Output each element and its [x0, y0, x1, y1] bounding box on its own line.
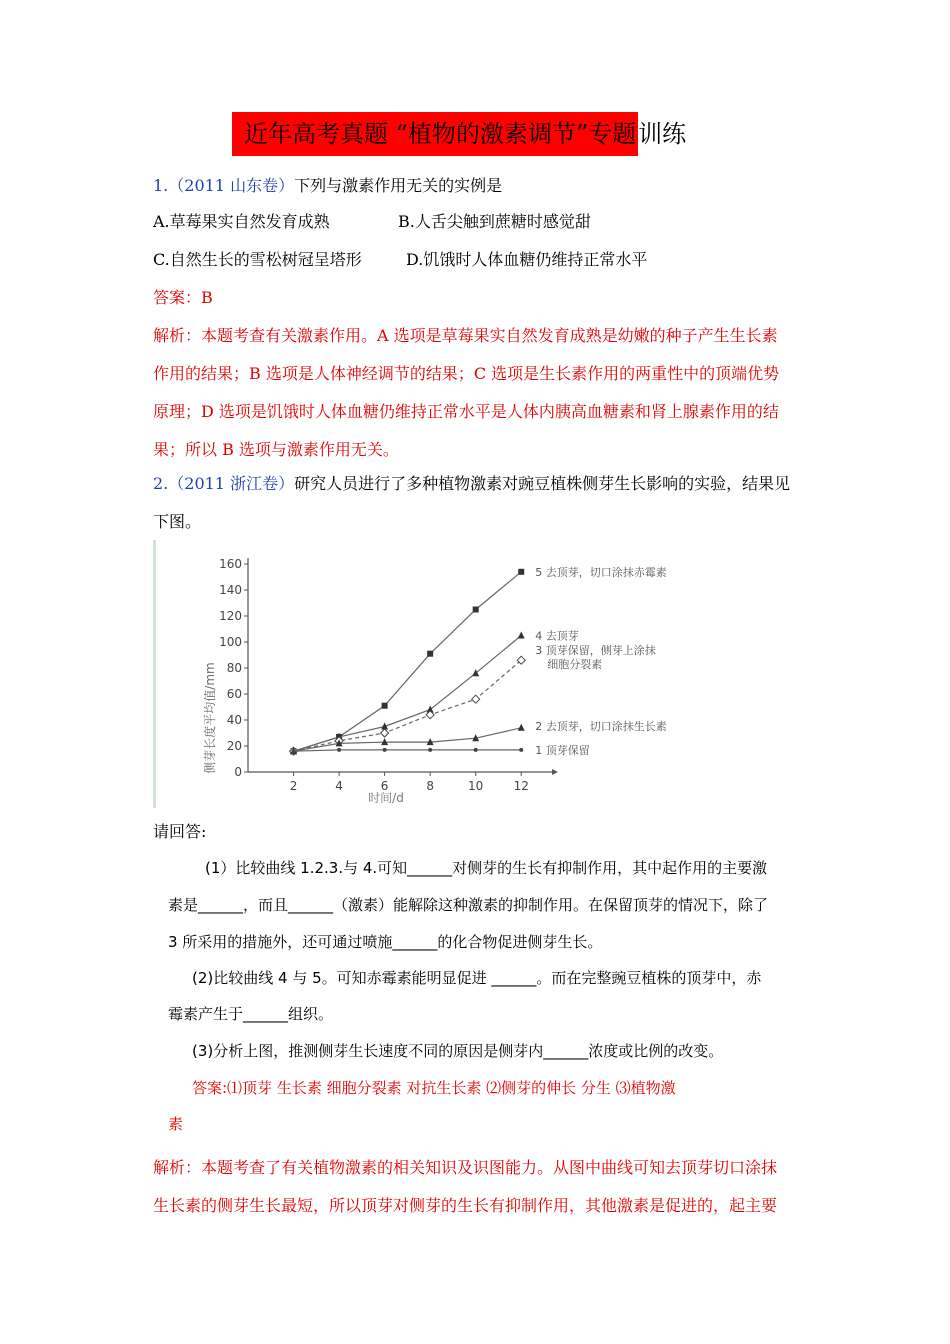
q2-part-line: (1）比较曲线 1.2.3.与 4.可知______对侧芽的生长有抑制作用，其中起作用的主要激: [205, 859, 768, 877]
q1-option-a: A.草莓果实自然发育成熟: [153, 212, 330, 231]
q2-number: 2.: [153, 474, 169, 493]
y-tick-label: 160: [219, 557, 242, 571]
data-point: [474, 748, 478, 752]
data-point: [518, 632, 525, 639]
y-tick-label: 140: [219, 583, 242, 597]
data-point: [518, 724, 525, 731]
q2-part-line: 3 所采用的措施外，还可通过喷施______的化合物促进侧芽生长。: [168, 933, 603, 951]
page-title: [232, 112, 686, 156]
data-point: [518, 569, 524, 575]
q1-analysis-line: 作用的结果；B 选项是人体神经调节的结果；C 选项是生长素作用的两重性中的顶端优势: [153, 364, 780, 383]
q2-analysis-line: 解析：本题考查了有关植物激素的相关知识及识图能力。从图中曲线可知去顶芽切口涂抹: [153, 1158, 778, 1177]
y-tick-label: 120: [219, 609, 242, 623]
x-axis-arrow: [552, 769, 558, 775]
data-point: [428, 748, 432, 752]
data-point: [427, 651, 433, 657]
series-line: [294, 728, 522, 751]
q1-analysis-line: 果；所以 B 选项与激素作用无关。: [153, 440, 399, 459]
chart-figure: [153, 540, 722, 808]
data-point: [292, 749, 296, 753]
line-chart: [156, 540, 722, 808]
data-point: [473, 607, 479, 613]
x-tick-label: 8: [426, 779, 434, 793]
q1-analysis-line: 解析：本题考查有关激素作用。A 选项是草莓果实自然发育成熟是幼嫩的种子产生生长素: [153, 326, 778, 345]
data-point: [383, 748, 387, 752]
q1-option-d: D.饥饿时人体血糖仍维持正常水平: [406, 250, 648, 269]
x-tick-label: 6: [380, 779, 389, 793]
x-tick-label: 4: [335, 779, 343, 793]
y-tick-label: 80: [226, 661, 242, 675]
series-line: [294, 660, 522, 751]
y-tick-label: 100: [219, 635, 242, 649]
y-tick-label: 20: [226, 739, 242, 753]
q1-stem: [153, 176, 502, 196]
q2-stem-cont: 下图。: [153, 512, 202, 531]
q1-source: （2011 山东卷）: [168, 176, 295, 195]
series-label: 1 顶芽保留: [535, 743, 590, 757]
y-axis-label: 侧芽长度平均值/mm: [203, 662, 217, 774]
data-point: [382, 703, 388, 709]
series-line: [294, 572, 522, 751]
q2-part-line: (2)比较曲线 4 与 5。可知赤霉素能明显促进 ______。而在完整豌豆植株的顶芽中，赤: [192, 969, 762, 987]
q2-prompt: 请回答:: [153, 822, 207, 841]
q2-stem-text: 研究人员进行了多种植物激素对豌豆植株侧芽生长影响的实验，结果见: [294, 474, 791, 493]
series-label: 5 去顶芽，切口涂抹赤霉素: [535, 565, 667, 579]
q2-answer-line: 素: [168, 1115, 184, 1133]
series-line: [294, 750, 522, 751]
q2-answer-line: 答案:⑴顶芽 生长素 细胞分裂素 对抗生长素 ⑵侧芽的伸长 分生 ⑶植物激: [192, 1079, 676, 1097]
series-label: 2 去顶芽，切口涂抹生长素: [535, 719, 667, 733]
x-tick-label: 12: [513, 779, 529, 793]
data-point: [472, 695, 480, 703]
series-line: [294, 636, 522, 752]
q1-answer: 答案：B: [153, 288, 213, 307]
x-tick-label: 10: [468, 779, 484, 793]
series-label: 4 去顶芽: [535, 629, 579, 643]
q2-analysis-line: 生长素的侧芽生长最短，所以顶芽对侧芽的生长有抑制作用，其他激素是促进的，起主要: [153, 1196, 778, 1215]
q1-analysis-line: 原理；D 选项是饥饿时人体血糖仍维持正常水平是人体内胰高血糖素和肾上腺素作用的结: [153, 402, 779, 421]
series-label: 3 顶芽保留，侧芽上涂抹细胞分裂素: [535, 644, 656, 672]
y-tick-label: 40: [226, 713, 242, 727]
x-tick-label: 2: [289, 779, 298, 793]
q2-source: （2011 浙江卷）: [168, 474, 295, 493]
q1-stem-text: 下列与激素作用无关的实例是: [294, 176, 503, 195]
y-tick-label: 60: [226, 687, 242, 701]
q2-part-line: 素是______，而且______（激素）能解除这种激素的抑制作用。在保留顶芽的情况下，除了: [168, 896, 769, 914]
title-rest: 训练: [638, 120, 687, 148]
data-point: [472, 669, 479, 676]
data-point: [381, 729, 389, 737]
q2-part-line: (3)分析上图，推测侧芽生长速度不同的原因是侧芽内______浓度或比例的改变。: [192, 1042, 724, 1060]
title-highlighted: 近年高考真题 “植物的激素调节”专题: [232, 112, 638, 156]
data-point: [337, 748, 341, 752]
data-point: [519, 748, 523, 752]
q2-stem: [153, 474, 790, 494]
q1-number: 1.: [153, 176, 169, 195]
x-axis-label: 时间/d: [368, 791, 404, 805]
q2-part-line: 霉素产生于______组织。: [168, 1005, 334, 1023]
y-tick-label: 0: [234, 765, 242, 779]
q1-option-c: C.自然生长的雪松树冠呈塔形: [153, 250, 362, 269]
q1-option-b: B.人舌尖触到蔗糖时感觉甜: [398, 212, 591, 231]
